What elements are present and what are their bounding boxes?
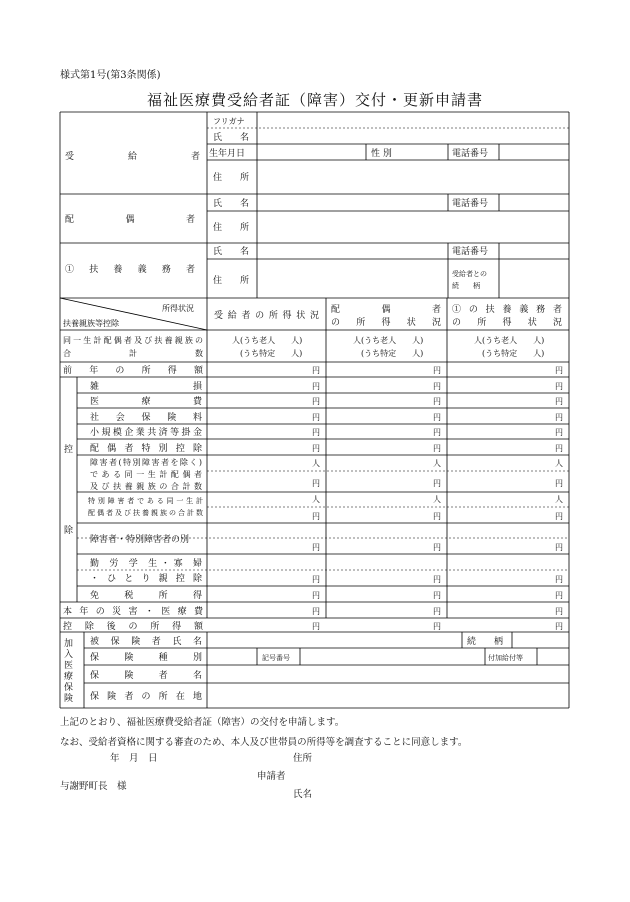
applicant-address-label: 住 所 bbox=[213, 173, 250, 183]
dependents-special-cell: (うち特定 人) bbox=[482, 349, 545, 358]
applicant-name-label: 氏 名 bbox=[213, 133, 250, 143]
yen-unit: 円 bbox=[433, 444, 441, 453]
furigana-label: フリガナ bbox=[213, 117, 245, 126]
yen-unit: 円 bbox=[433, 428, 441, 437]
yen-unit: 円 bbox=[555, 444, 563, 453]
yen-unit: 円 bbox=[555, 428, 563, 437]
supporter-phone-label: 電話番号 bbox=[452, 247, 489, 257]
dependents-count-cell: 人(うち老人 人) bbox=[232, 336, 303, 345]
spouse-phone-label: 電話番号 bbox=[452, 199, 489, 209]
supporter-address-label: 住 所 bbox=[213, 276, 250, 286]
insurance-section-char: 険 bbox=[64, 694, 74, 704]
dependents-special-cell: (うち特定 人) bbox=[240, 349, 303, 358]
insured-name-label: 被 保 険 者 氏 名 bbox=[90, 637, 202, 647]
special-label-2: 配偶者及び扶養親族の合計数 bbox=[88, 509, 203, 517]
diag-dependents-label: 扶養親族等控除 bbox=[63, 319, 119, 328]
dependents-special-cell: (うち特定 人) bbox=[361, 349, 424, 358]
yen-unit: 円 bbox=[555, 382, 563, 391]
extra-benefit-label: 付加給付等 bbox=[488, 654, 523, 662]
dependents-label-2: 合 計 数 bbox=[63, 349, 203, 358]
dependents-label-1: 同一生計配偶者及び扶養親族の bbox=[63, 336, 203, 345]
disabled-type-label: 障害者・特別障害者の別 bbox=[90, 535, 190, 545]
insurer-address-label: 保 険 者 の 所 在 地 bbox=[90, 692, 202, 702]
date-label: 年 月 日 bbox=[110, 753, 158, 764]
yen-unit: 円 bbox=[312, 479, 320, 488]
dependents-count-cell: 人(うち老人 人) bbox=[353, 336, 424, 345]
person-unit: 人 bbox=[555, 459, 563, 468]
insurance-section-char: 療 bbox=[64, 672, 74, 682]
page-title: 福祉医療費受給者証（障害）交付・更新申請書 bbox=[146, 91, 483, 109]
declaration-line-2: なお、受給者資格に関する審査のため、本人及び世帯員の所得等を調査することに同意します。 bbox=[60, 737, 468, 748]
yen-unit: 円 bbox=[555, 397, 563, 406]
footer-name-label: 氏名 bbox=[293, 789, 313, 800]
insurance-section-char: 医 bbox=[64, 661, 74, 671]
yen-unit: 円 bbox=[433, 622, 441, 631]
disabled-label-1: 障害者(特別障害者を除く) bbox=[90, 458, 202, 467]
yen-unit: 円 bbox=[433, 575, 441, 584]
yen-unit: 円 bbox=[555, 543, 563, 552]
person-unit: 人 bbox=[312, 495, 320, 504]
item-zatsuson: 雑 損 bbox=[90, 382, 202, 392]
yen-unit: 円 bbox=[433, 512, 441, 521]
spouse-section-label: 配 偶 者 bbox=[65, 215, 195, 225]
yen-unit: 円 bbox=[433, 413, 441, 422]
diag-income-label: 所得状況 bbox=[162, 304, 194, 313]
birthdate-label: 生年月日 bbox=[209, 149, 246, 159]
code-number-label: 記号番号 bbox=[262, 654, 290, 662]
yen-unit: 円 bbox=[433, 591, 441, 600]
yen-unit: 円 bbox=[312, 413, 320, 422]
yen-unit: 円 bbox=[312, 591, 320, 600]
yen-unit: 円 bbox=[555, 575, 563, 584]
yen-unit: 円 bbox=[555, 607, 563, 616]
footer-address-label: 住所 bbox=[293, 753, 313, 764]
relation-label-2: 続 柄 bbox=[452, 282, 480, 290]
person-unit: 人 bbox=[433, 459, 441, 468]
item-social-insurance: 社 会 保 険 料 bbox=[90, 413, 202, 423]
yen-unit: 円 bbox=[433, 397, 441, 406]
dependents-count-cell: 人(うち老人 人) bbox=[474, 336, 545, 345]
yen-unit: 円 bbox=[555, 512, 563, 521]
declaration-line-1: 上記のとおり、福祉医療費受給者証（障害）の交付を申請します。 bbox=[60, 717, 345, 728]
col-supporter-income-2: の 所 得 状 況 bbox=[452, 318, 562, 328]
relation-label-1: 受給者との bbox=[452, 270, 487, 278]
insurer-name-label: 保 険 者 名 bbox=[90, 671, 202, 681]
recipient-label: 与謝野町長 様 bbox=[60, 781, 127, 792]
insurance-section-char: 加 bbox=[64, 639, 74, 649]
disabled-label-2: である同一生計配偶者 bbox=[90, 470, 202, 479]
item-medical: 医 療 費 bbox=[90, 397, 202, 407]
item-small-business: 小規模企業共済等掛金 bbox=[90, 428, 202, 438]
deduction-char-1: 控 bbox=[64, 445, 74, 455]
prev-income-label: 前 年 の 所 得 額 bbox=[63, 366, 203, 376]
col-spouse-income-2: の 所 得 状 況 bbox=[331, 318, 441, 328]
col-spouse-income-1: 配 偶 者 bbox=[331, 305, 441, 315]
yen-unit: 円 bbox=[433, 382, 441, 391]
person-unit: 人 bbox=[433, 495, 441, 504]
form-label: 様式第1号(第3条関係) bbox=[60, 70, 161, 81]
yen-unit: 円 bbox=[312, 382, 320, 391]
col-supporter-income-1: ①の扶養義務者 bbox=[452, 305, 562, 315]
yen-unit: 円 bbox=[312, 397, 320, 406]
person-unit: 人 bbox=[312, 459, 320, 468]
widow-label-1: 勤 労 学 生・寡 婦 bbox=[90, 559, 202, 569]
yen-unit: 円 bbox=[555, 591, 563, 600]
relation-label: 続 柄 bbox=[467, 637, 504, 647]
applicant-phone-label: 電話番号 bbox=[452, 149, 489, 159]
item-spouse-special: 配 偶 者 特 別 控 除 bbox=[90, 444, 202, 454]
yen-unit: 円 bbox=[312, 512, 320, 521]
yen-unit: 円 bbox=[312, 444, 320, 453]
person-unit: 人 bbox=[555, 495, 563, 504]
special-label-1: 特別障害者である同一生計 bbox=[88, 497, 203, 505]
yen-unit: 円 bbox=[312, 428, 320, 437]
disabled-label-3: 及び扶養親族の合計数 bbox=[90, 482, 202, 491]
yen-unit: 円 bbox=[555, 366, 563, 375]
widow-label-2: ・ ひ と り 親 控 除 bbox=[90, 574, 202, 584]
insurance-type-label: 保 険 種 別 bbox=[90, 653, 202, 663]
yen-unit: 円 bbox=[312, 622, 320, 631]
insurance-section-char: 入 bbox=[64, 650, 74, 660]
deduction-char-2: 除 bbox=[64, 526, 74, 536]
yen-unit: 円 bbox=[433, 607, 441, 616]
footer-applicant-label: 申請者 bbox=[257, 771, 286, 782]
supporter-section-label: ① 扶 養 義 務 者 bbox=[65, 265, 195, 275]
yen-unit: 円 bbox=[312, 575, 320, 584]
supporter-name-label: 氏 名 bbox=[213, 247, 250, 257]
spouse-name-label: 氏 名 bbox=[213, 199, 250, 209]
yen-unit: 円 bbox=[312, 366, 320, 375]
col-applicant-income: 受給者の所得状況 bbox=[214, 311, 319, 321]
applicant-section-label: 受 給 者 bbox=[65, 152, 200, 162]
disaster-label: 本年の災害・医療費 bbox=[63, 607, 203, 617]
spouse-address-label: 住 所 bbox=[213, 223, 250, 233]
sex-label: 性 別 bbox=[371, 149, 392, 159]
yen-unit: 円 bbox=[433, 543, 441, 552]
yen-unit: 円 bbox=[312, 607, 320, 616]
yen-unit: 円 bbox=[312, 543, 320, 552]
tax-free-label: 免 税 所 得 bbox=[90, 591, 202, 601]
yen-unit: 円 bbox=[555, 479, 563, 488]
insurance-section-char: 保 bbox=[64, 683, 74, 693]
yen-unit: 円 bbox=[555, 413, 563, 422]
after-deduction-label: 控 除 後 の 所 得 額 bbox=[63, 622, 203, 632]
yen-unit: 円 bbox=[555, 622, 563, 631]
yen-unit: 円 bbox=[433, 366, 441, 375]
yen-unit: 円 bbox=[433, 479, 441, 488]
